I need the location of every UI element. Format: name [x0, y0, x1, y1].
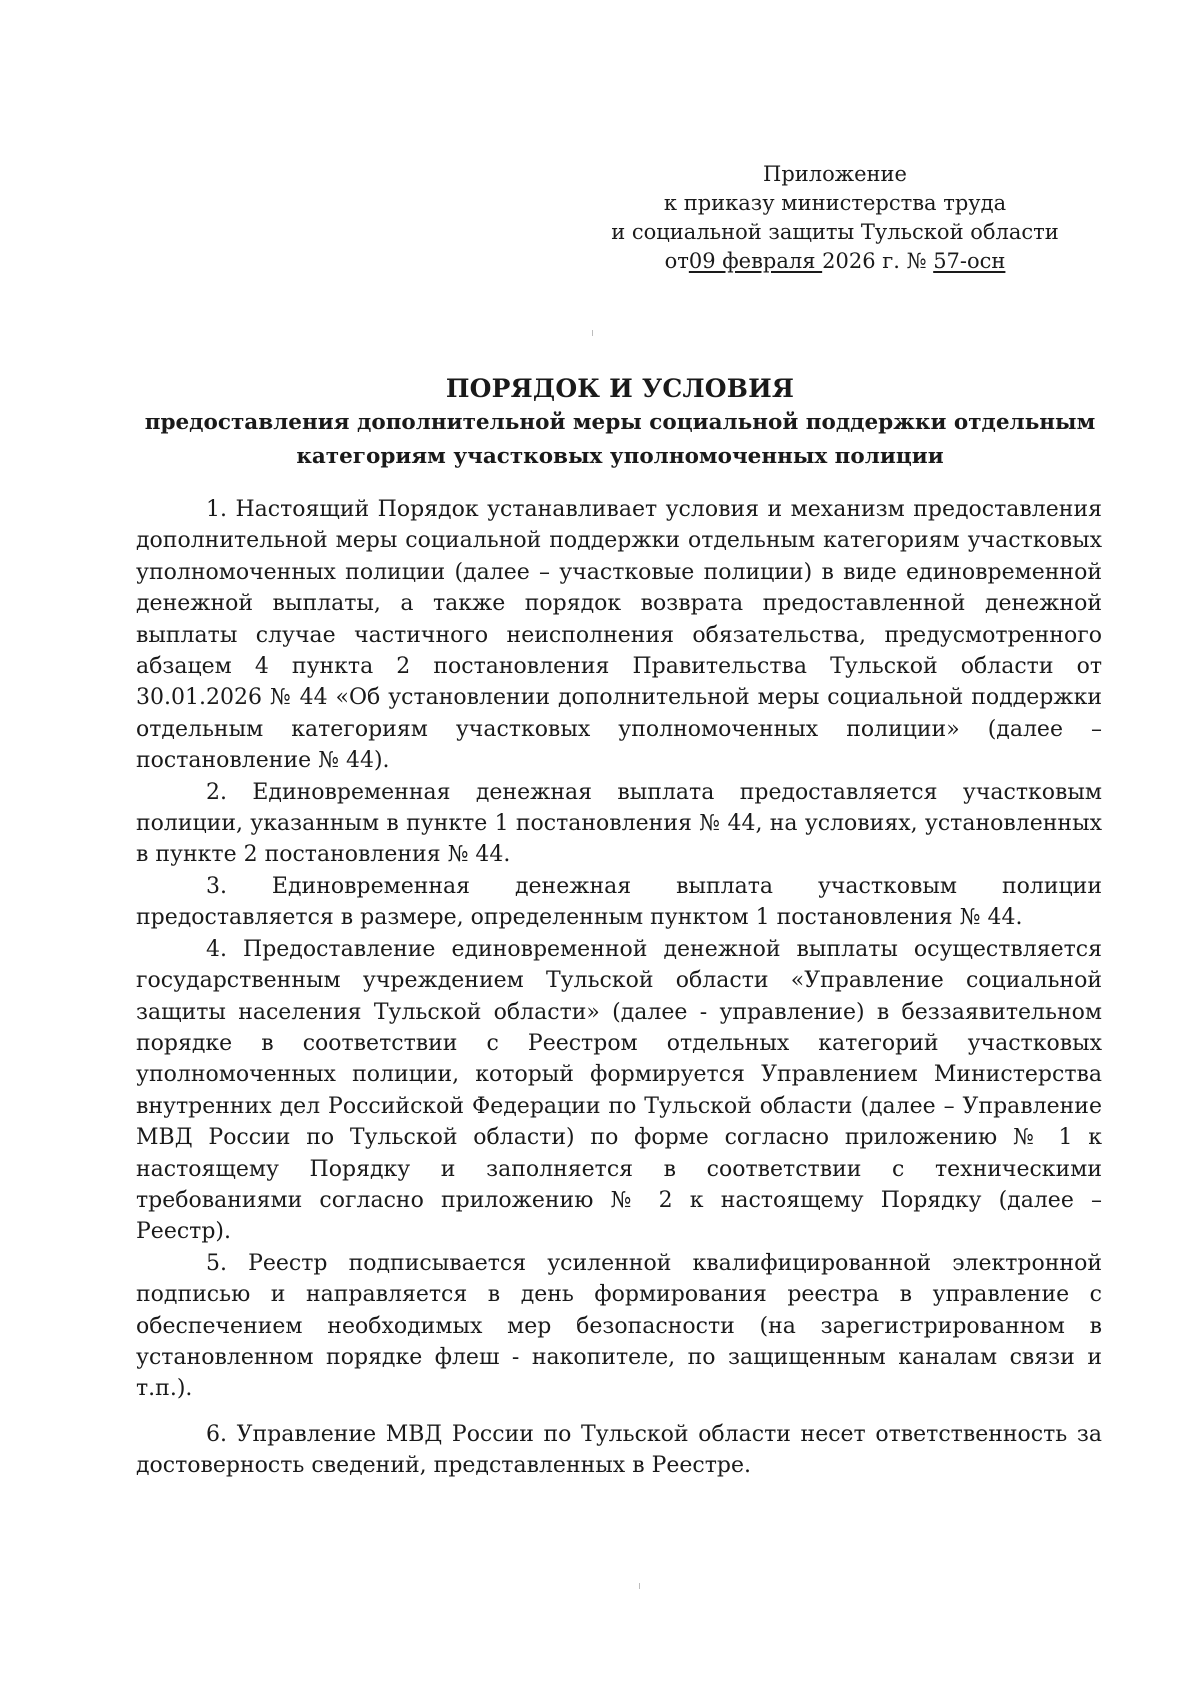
appendix-date: 09 февраля — [688, 249, 823, 273]
scan-speck — [592, 330, 593, 336]
appendix-date-number — [600, 247, 1070, 276]
appendix-title: Приложение — [763, 162, 907, 186]
paragraph-6: 6. Управление МВД России по Тульской области несет ответственность за достоверность сведений, представленных в Реестре. — [136, 1421, 1102, 1479]
title-main: ПОРЯДОК И УСЛОВИЯ — [445, 374, 795, 403]
paragraph-2: 2. Единовременная денежная выплата предоставляется участковым полиции, указанным в пункте 1 постановления № 44, на условиях, установленных в пункте 2 постановления № 44. — [136, 779, 1102, 868]
title-subtitle-line-1: предоставления дополнительной меры социальной поддержки отдельным — [144, 410, 1096, 435]
appendix-date-prefix: от — [664, 249, 689, 273]
appendix-year: 2026 г. № — [822, 249, 934, 273]
appendix-order-ref: к приказу министерства труда — [663, 191, 1007, 215]
paragraph-1: 1. Настоящий Порядок устанавливает условия и механизм предоставления дополнительной меры социальной поддержки отдельным категориям участковых уполномоченных полиции (далее – участковые полиции) в виде единовременной денежной выплаты, а также порядок возврата предоставленной денежной выплаты случае частичного неисполнения обязательства, предусмотренного абзацем 4 пункта 2 постановления Правительства Тульской области от 30.01.2026 № 44 «Об установлении дополнительной меры социальной поддержки отдельным категориям участковых уполномоченных полиции» (далее – постановление № 44). — [136, 497, 1102, 774]
document-body — [136, 494, 1102, 1482]
appendix-header — [600, 160, 1070, 276]
appendix-number: 57-осн — [933, 249, 1006, 273]
appendix-ministry: и социальной защиты Тульской области — [611, 220, 1059, 244]
scan-speck — [639, 1583, 640, 1589]
paragraph-4: 4. Предоставление единовременной денежной выплаты осуществляется государственным учреждением Тульской области «Управление социальной защиты населения Тульской области» (далее - управление) в беззаявительном порядке в соответствии с Реестром отдельных категорий участковых уполномоченных полиции, который формируется Управлением Министерства внутренних дел Российской Федерации по Тульской области (далее – Управление МВД России по Тульской области) по форме согласно приложению № 1 к настоящему Порядку и заполняется в соответствии с техническими требованиями согласно приложению № 2 к настоящему Порядку (далее – Реестр). — [136, 936, 1102, 1245]
document-title — [140, 372, 1100, 474]
paragraph-5: 5. Реестр подписывается усиленной квалифицированной электронной подписью и направляется в день формирования реестра в управление с обеспечением необходимых мер безопасности (на зарегистрированном в установленном порядке флеш - накопителе, по защищенным каналам связи и т.п.). — [136, 1250, 1102, 1402]
title-subtitle-line-2: категориям участковых уполномоченных полиции — [296, 444, 944, 469]
paragraph-3: 3. Единовременная денежная выплата участковым полиции предоставляется в размере, определенным пунктом 1 постановления № 44. — [136, 873, 1102, 931]
